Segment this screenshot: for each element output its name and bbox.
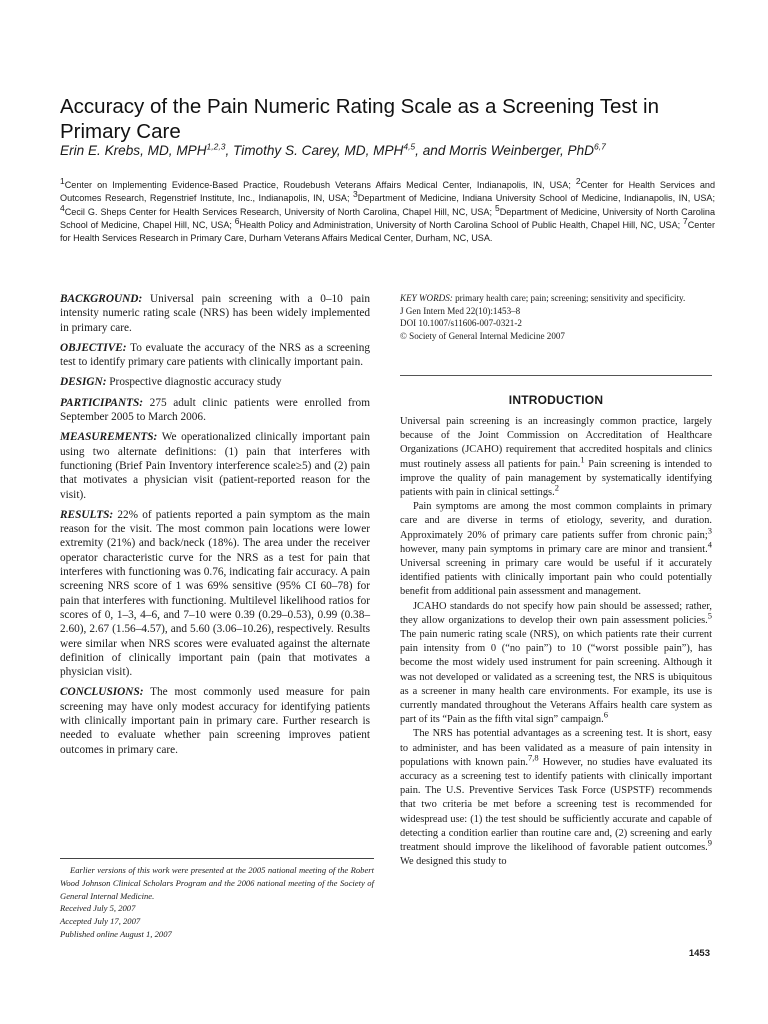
- author-carey: , Timothy S. Carey, MD, MPH: [225, 143, 404, 158]
- keywords-block: [400, 292, 712, 342]
- citation-sup: 9: [707, 837, 712, 848]
- paragraph-text: Universal pain screening is an increasingly common practice, largely because of the Joint Commission on Accreditation of Healthcare Organizations (JCAHO) requirement that accredited hospitals and clinics must routinely assess all patients for pain.: [400, 416, 712, 470]
- article-title: Accuracy of the Pain Numeric Rating Scale as a Screening Test in Primary Care: [60, 94, 659, 143]
- paragraph-text: The NRS has potential advantages as a screening test. It is short, easy to administer, and has been validated as a measure of pain intensity in populations with known pain.: [400, 728, 712, 768]
- paragraph-text: however, many pain symptoms in primary care are minor and transient.: [400, 543, 708, 555]
- introduction-heading: INTRODUCTION: [508, 393, 604, 407]
- author-krebs: Erin E. Krebs, MD, MPH: [60, 143, 207, 158]
- affiliation-text: Health Policy and Administration, University of North Carolina School of Public Health, Chapel Hill, NC, USA;: [239, 219, 683, 230]
- affiliation-text: Department of Medicine, Indiana University School of Medicine, Indianapolis, IN, USA;: [357, 193, 715, 204]
- author-carey-affil-sup: 4,5: [403, 141, 416, 152]
- affiliation-sup: 4: [60, 202, 65, 213]
- copyright: © Society of General Internal Medicine 2007: [400, 330, 565, 341]
- citation-sup: 3: [707, 525, 712, 536]
- paragraph-text: However, no studies have evaluated its accuracy as a screening test to identify patients with clinically important pain. The U.S. Preventive Services Task Force (USPSTF) recommends that two criteria be met before a screening test is recommended for widespread use: (1) the test should be sufficiently accurate and capable of detecting a condition earlier than routine care and, (2) screening and early treatment should improve the likelihood of favorable patient outcomes.: [400, 756, 712, 854]
- page-number: 1453: [688, 948, 710, 959]
- intro-paragraph: [400, 727, 712, 869]
- paragraph-text: We designed this study to: [400, 856, 507, 868]
- abstract-text: 22% of patients reported a pain symptom as the main reason for the visit. The most common pain locations were lower extremity (21%) and back/neck (18%). The area under the receiver operator characteristic curve for the NRS as a test for pain that interferes with functioning was 0.76, indicating fair accuracy. A pain screening NRS score of 1 was 69% sensitive (95% CI 60–78) for pain that interferes with functioning. Multilevel likelihood ratios for scores of 0, 1–3, 4–6, and 7–10 were 0.39 (0.29–0.53), 0.99 (0.38–2.60), 2.67 (1.56–4.57), and 5.60 (3.06–10.26), respectively. Results were similar when NRS scores were evaluated against the alternate definition of clinically important pain (pain that motivates a physician visit).: [60, 508, 370, 679]
- footnote-received: Received July 5, 2007: [60, 903, 136, 914]
- abstract-label: CONCLUSIONS:: [60, 686, 144, 699]
- abstract-objective: [60, 341, 370, 370]
- abstract-label: RESULTS:: [60, 508, 114, 521]
- intro-paragraph: [400, 500, 712, 599]
- citation-sup: 2: [554, 482, 559, 493]
- abstract-text: Prospective diagnostic accuracy study: [106, 376, 282, 389]
- abstract-conclusions: [60, 685, 370, 756]
- footnote-presentation-note: Earlier versions of this work were presented at the 2005 national meeting of the Robert Wood Johnson Clinical Scholars Program and the 2006 national meeting of the Society of General Internal Medicine.: [60, 865, 374, 901]
- intro-paragraph: [400, 415, 712, 500]
- abstract-text: To evaluate the accuracy of the NRS as a screening test to identify primary care patients with clinically important pain.: [60, 341, 370, 369]
- journal-citation: J Gen Intern Med 22(10):1453–8: [400, 305, 521, 316]
- abstract-results: [60, 508, 370, 680]
- introduction-body: [400, 415, 712, 870]
- paragraph-text: Pain screening is intended to improve the quality of pain management by systematically identifying patients with pain in clinical settings.: [400, 458, 712, 499]
- abstract-participants: [60, 396, 370, 425]
- author-line: [60, 142, 720, 160]
- keywords-line: [400, 292, 712, 305]
- footnote-published: Published online August 1, 2007: [60, 928, 172, 939]
- affiliation-sup: 2: [575, 175, 581, 186]
- affiliations: [60, 175, 716, 245]
- paragraph-text: Universal screening in primary care would be useful if it accurately identified patients with clinically important pain who could potentially benefit from additional pain assessment and management.: [400, 558, 712, 598]
- section-divider: [400, 375, 712, 376]
- author-weinberger: , and Morris Weinberger, PhD: [415, 143, 594, 158]
- doi: DOI 10.1007/s11606-007-0321-2: [400, 318, 522, 328]
- affiliation-sup: 6: [234, 215, 240, 226]
- abstract-text: We operationalized clinically important pain using two alternate definitions: (1) pain that interferes with functioning (Brief Pain Inventory interference scale≥5) and (2) pain that motivates a physician visit (patient-reported reason for the visit).: [60, 431, 370, 501]
- affiliation-text: Center for Health Services Research in Primary Care, Durham Veterans Affairs Medical Center, Durham, NC, USA.: [60, 219, 715, 244]
- abstract-background: [60, 292, 370, 335]
- abstract-text: Universal pain screening with a 0–10 pain intensity numeric rating scale (NRS) has been widely implemented in primary care.: [60, 293, 370, 334]
- abstract-measurements: [60, 430, 370, 501]
- citation-sup: 7,8: [528, 752, 539, 763]
- affiliation-sup: 1: [60, 175, 65, 186]
- keywords-text: primary health care; pain; screening; sensitivity and specificity.: [452, 293, 686, 303]
- citation-sup: 4: [707, 539, 712, 550]
- abstract-label: OBJECTIVE:: [60, 341, 127, 354]
- affiliation-text: Center on Implementing Evidence-Based Practice, Roudebush Veterans Affairs Medical Center, Indianapolis, IN, USA;: [64, 180, 576, 190]
- paragraph-text: JCAHO standards do not specify how pain should be assessed; rather, they allow organizations to develop their own pain assessment policies.: [400, 600, 712, 626]
- paragraph-text: The pain numeric rating scale (NRS), on which patients rate their current pain intensity from 0 (“no pain”) to 10 (“worst possible pain”), has become the most widely used instrument for pain screening. Although it was not developed or validated as a screening test, the NRS is ubiquitous as a screener in many health care environments. For example, its use is currently mandated throughout the Veterans Affairs health care system as part of its “Pain as the fifth vital sign” campaign.: [400, 629, 712, 726]
- abstract-label: BACKGROUND:: [60, 293, 143, 305]
- author-weinberger-affil-sup: 6,7: [593, 141, 606, 152]
- intro-paragraph: [400, 600, 712, 728]
- paragraph-text: Pain symptoms are among the most common complaints in primary care and are diverse in terms of etiology, severity, and duration. Approximately 20% of primary care patients suffer from chronic pain;: [400, 501, 712, 541]
- footnote-accepted: Accepted July 17, 2007: [60, 916, 141, 927]
- abstract-text: The most commonly used measure for pain screening may have only modest accuracy for identifying patients with clinically important pain in primary care. Further research is needed to evaluate whether pain screening improves patient outcomes in primary care.: [60, 686, 370, 756]
- citation-sup: 6: [603, 709, 608, 720]
- abstract-design: [60, 375, 370, 389]
- abstract-label: DESIGN:: [60, 376, 107, 389]
- keywords-label: KEY WORDS:: [400, 293, 453, 303]
- affiliation-sup: 3: [353, 189, 358, 200]
- affiliation-sup: 5: [494, 202, 500, 213]
- abstract: [60, 292, 370, 763]
- author-krebs-affil-sup: 1,2,3: [206, 141, 226, 152]
- affiliation-sup: 7: [682, 215, 688, 226]
- affiliation-text: Department of Medicine, University of North Carolina School of Medicine, Chapel Hill, NC, USA;: [60, 206, 715, 230]
- footnote: [60, 858, 374, 941]
- affiliation-text: Center for Health Services and Outcomes Research, Regenstrief Institute, Inc., Indianapolis, IN, USA;: [60, 180, 716, 204]
- citation-sup: 5: [707, 610, 712, 621]
- abstract-text: 275 adult clinic patients were enrolled from September 2005 to March 2006.: [60, 396, 370, 424]
- citation-sup: 1: [580, 454, 585, 465]
- abstract-label: MEASUREMENTS:: [60, 431, 158, 444]
- abstract-label: PARTICIPANTS:: [60, 396, 144, 409]
- affiliation-text: Cecil G. Sheps Center for Health Services Research, University of North Carolina, Chapel Hill, NC, USA;: [64, 206, 495, 217]
